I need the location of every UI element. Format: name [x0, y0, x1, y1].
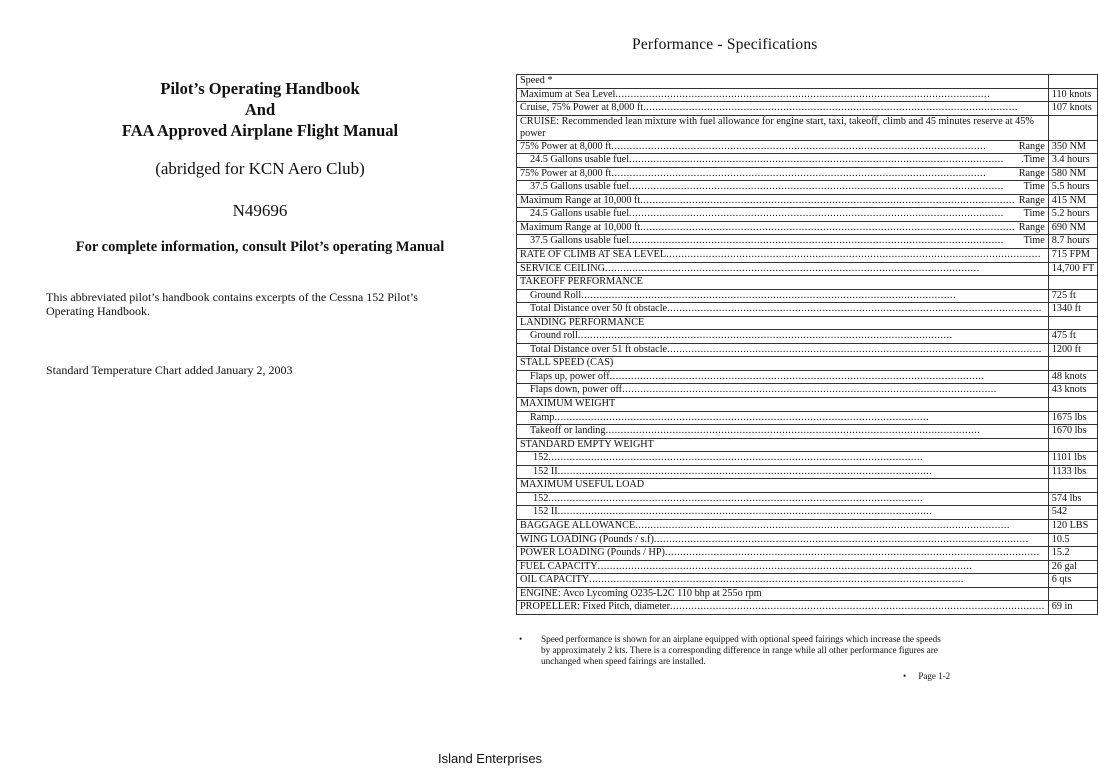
spec-label: 37.5 Gallons usable fuel	[530, 235, 630, 247]
spec-label: 152	[533, 452, 549, 464]
spec-label-cell	[517, 276, 1049, 290]
spec-row	[517, 452, 1098, 466]
spec-label-cell	[517, 547, 1049, 561]
spec-label: SERVICE CEILING	[520, 262, 605, 274]
footer-text: Island Enterprises	[438, 751, 543, 766]
spec-row	[517, 276, 1098, 290]
spec-label: 24.5 Gallons usable fuel	[530, 154, 630, 166]
spec-value: 6 qts	[1048, 574, 1097, 588]
spec-value: 1101 lbs	[1048, 452, 1097, 466]
spec-row	[517, 235, 1098, 249]
spec-value	[1048, 115, 1097, 140]
spec-row	[517, 221, 1098, 235]
spec-label-cell	[517, 208, 1049, 222]
spec-row	[517, 316, 1098, 330]
spec-label-cell	[517, 330, 1049, 344]
spec-value: 10.5	[1048, 533, 1097, 547]
footnote-text: Speed performance is shown for an airplane equipped with optional speed fairings which increase the speeds by approximately 2 kts. There is a corresponding difference in range while all other performance figures are unchanged when speed fairings are installed.	[541, 634, 941, 667]
dot-leader	[640, 195, 1016, 207]
spec-label: 75% Power at 8,000 ft	[520, 167, 612, 179]
spec-label: Ground Roll	[530, 289, 582, 301]
spec-value: 350 NM	[1048, 140, 1097, 154]
spec-label: TAKEOFF PERFORMANCE	[520, 276, 643, 288]
spec-label-cell	[517, 601, 1049, 615]
spec-suffix: Range	[1018, 167, 1045, 179]
spec-label-cell	[517, 492, 1049, 506]
spec-label-cell	[517, 519, 1049, 533]
dot-leader	[622, 384, 1045, 396]
spec-value: 8.7 hours	[1048, 235, 1097, 249]
subtitle: (abridged for KCN Aero Club)	[155, 159, 365, 178]
spec-value: 690 NM	[1048, 221, 1097, 235]
dot-leader	[605, 263, 1045, 275]
spec-row	[517, 438, 1098, 452]
spec-value: 120 LBS	[1048, 519, 1097, 533]
spec-label: Ground roll	[530, 330, 578, 342]
spec-row	[517, 465, 1098, 479]
dot-leader	[640, 222, 1016, 234]
spec-value	[1048, 438, 1097, 452]
spec-value: 3.4 hours	[1048, 154, 1097, 168]
spec-row	[517, 398, 1098, 412]
dot-leader	[643, 102, 1045, 114]
spec-label-cell	[517, 102, 1049, 116]
title-line-2: And	[244, 100, 276, 119]
spec-value: 1200 ft	[1048, 343, 1097, 357]
spec-label-cell	[517, 289, 1049, 303]
spec-label-cell	[517, 303, 1049, 317]
left-page	[40, 78, 480, 377]
dot-leader	[558, 466, 1045, 478]
title-line-1: Pilot’s Operating Handbook	[160, 79, 360, 98]
spec-value: 15.2	[1048, 547, 1097, 561]
spec-row	[517, 249, 1098, 263]
spec-value	[1048, 398, 1097, 412]
dot-leader	[554, 412, 1044, 424]
footnote	[519, 634, 949, 668]
spec-value	[1048, 276, 1097, 290]
spec-label: Flaps up, power off	[530, 370, 610, 382]
spec-value	[1048, 479, 1097, 493]
spec-label: MAXIMUM WEIGHT	[520, 398, 616, 410]
spec-suffix: Time	[1023, 181, 1045, 193]
spec-value: 5.5 hours	[1048, 181, 1097, 195]
spec-label: FUEL CAPACITY	[520, 560, 598, 572]
spec-label: Ramp	[530, 411, 555, 423]
spec-label-cell	[517, 115, 1049, 140]
spec-row	[517, 370, 1098, 384]
spec-value: 580 NM	[1048, 167, 1097, 181]
spec-label-cell	[517, 262, 1049, 276]
spec-row	[517, 506, 1098, 520]
title-line-3: FAA Approved Airplane Flight Manual	[121, 121, 399, 140]
spec-label: LANDING PERFORMANCE	[520, 316, 645, 328]
spec-label: ENGINE: Avco Lycoming O235-L2C 110 bhp at 255o rpm	[520, 587, 762, 599]
spec-row	[517, 601, 1098, 615]
spec-value: 69 in	[1048, 601, 1097, 615]
spec-row	[517, 194, 1098, 208]
spec-label-cell	[517, 221, 1049, 235]
spec-label-cell	[517, 398, 1049, 412]
page-number-text: Page 1-2	[918, 671, 951, 681]
spec-label-cell	[517, 506, 1049, 520]
spec-value: 415 NM	[1048, 194, 1097, 208]
spec-value: 542	[1048, 506, 1097, 520]
spec-row	[517, 154, 1098, 168]
spec-row	[517, 208, 1098, 222]
spec-row	[517, 88, 1098, 102]
spec-value	[1048, 587, 1097, 601]
spec-label-cell	[517, 249, 1049, 263]
spec-value: 5.2 hours	[1048, 208, 1097, 222]
spec-label: Maximum Range at 10,000 ft	[520, 221, 641, 233]
spec-row	[517, 492, 1098, 506]
spec-value	[1048, 75, 1097, 89]
spec-value: 1675 lbs	[1048, 411, 1097, 425]
spec-label-cell	[517, 154, 1049, 168]
spec-label-cell	[517, 88, 1049, 102]
dot-leader	[548, 493, 1044, 505]
spec-row	[517, 343, 1098, 357]
spec-table	[516, 74, 1098, 615]
dot-leader	[635, 520, 1045, 532]
spec-label-cell	[517, 452, 1049, 466]
spec-value: 110 knots	[1048, 88, 1097, 102]
spec-label: Flaps down, power off	[530, 384, 623, 396]
spec-label-cell	[517, 181, 1049, 195]
dot-leader	[581, 290, 1045, 302]
spec-label: Total Distance over 51 ft obstacle	[530, 343, 668, 355]
performance-title: Performance - Specifications	[632, 36, 818, 53]
spec-suffix: Range	[1018, 221, 1045, 233]
spec-label: 152	[533, 492, 549, 504]
spec-label: 152 II	[533, 506, 558, 518]
spec-label: STANDARD EMPTY WEIGHT	[520, 438, 654, 450]
spec-row	[517, 167, 1098, 181]
spec-label-cell	[517, 411, 1049, 425]
handbook-title	[40, 78, 480, 141]
dot-leader	[667, 303, 1045, 315]
spec-label: RATE OF CLIMB AT SEA LEVEL	[520, 249, 667, 261]
spec-suffix: Time	[1023, 208, 1045, 220]
intro-paragraph: This abbreviated pilot’s handbook contains excerpts of the Cessna 152 Pilot’s Operating Handbook.	[46, 290, 418, 318]
spec-label-cell	[517, 370, 1049, 384]
spec-label: 75% Power at 8,000 ft	[520, 140, 612, 152]
dot-leader	[654, 534, 1045, 546]
footnote-bullet: •	[519, 634, 523, 644]
spec-label-cell	[517, 316, 1049, 330]
spec-label: OIL CAPACITY	[520, 574, 590, 586]
spec-label-cell	[517, 343, 1049, 357]
spec-label: CRUISE: Recommended lean mixture with fuel allowance for engine start, taxi, takeoff, climb and 45 minutes reserve at 45% power	[520, 115, 1034, 139]
spec-row	[517, 587, 1098, 601]
spec-label-cell	[517, 194, 1049, 208]
spec-row	[517, 384, 1098, 398]
spec-label-cell	[517, 357, 1049, 371]
spec-label-cell	[517, 167, 1049, 181]
spec-row	[517, 425, 1098, 439]
spec-row	[517, 289, 1098, 303]
spec-row	[517, 411, 1098, 425]
dot-leader	[629, 208, 1022, 220]
spec-row	[517, 574, 1098, 588]
spec-label: Takeoff or landing	[530, 425, 606, 437]
spec-label-cell	[517, 140, 1049, 154]
spec-row	[517, 479, 1098, 493]
dot-leader	[611, 168, 1016, 180]
dot-leader	[667, 344, 1045, 356]
spec-value: 26 gal	[1048, 560, 1097, 574]
spec-value: 43 knots	[1048, 384, 1097, 398]
spec-label-cell	[517, 425, 1049, 439]
dot-leader	[610, 371, 1045, 383]
spec-label: Total Distance over 50 ft obstacle	[530, 303, 668, 315]
spec-value: 48 knots	[1048, 370, 1097, 384]
spec-value	[1048, 357, 1097, 371]
spec-value: 107 knots	[1048, 102, 1097, 116]
spec-suffix: Time	[1023, 235, 1045, 247]
dot-leader	[670, 601, 1045, 613]
spec-label: 152 II	[533, 465, 558, 477]
dot-leader	[605, 425, 1044, 437]
dot-leader	[611, 141, 1016, 153]
dot-leader	[629, 235, 1022, 247]
spec-value: 1340 ft	[1048, 303, 1097, 317]
page-number	[903, 671, 950, 681]
spec-label: 37.5 Gallons usable fuel	[530, 181, 630, 193]
spec-label-cell	[517, 560, 1049, 574]
page-bullet: •	[903, 671, 907, 681]
spec-row	[517, 262, 1098, 276]
dot-leader	[615, 89, 1044, 101]
spec-label: 24.5 Gallons usable fuel	[530, 208, 630, 220]
spec-row	[517, 533, 1098, 547]
spec-label: Maximum Range at 10,000 ft	[520, 194, 641, 206]
spec-value: 1670 lbs	[1048, 425, 1097, 439]
dot-leader	[666, 249, 1045, 261]
spec-label-cell	[517, 235, 1049, 249]
spec-label-cell	[517, 574, 1049, 588]
dot-leader	[629, 181, 1022, 193]
spec-label-cell	[517, 587, 1049, 601]
spec-row	[517, 547, 1098, 561]
spec-value	[1048, 316, 1097, 330]
spec-value: 725 ft	[1048, 289, 1097, 303]
spec-row	[517, 303, 1098, 317]
spec-label: Cruise, 75% Power at 8,000 ft	[520, 102, 644, 114]
dot-leader	[589, 574, 1045, 586]
spec-label-cell	[517, 479, 1049, 493]
spec-label: POWER LOADING (Pounds / HP)	[520, 547, 665, 559]
consult-note: For complete information, consult Pilot’s operating Manual	[75, 239, 445, 255]
dot-leader	[629, 154, 1019, 166]
chart-note: Standard Temperature Chart added January 2, 2003	[46, 363, 293, 377]
spec-row	[517, 102, 1098, 116]
spec-label-cell	[517, 438, 1049, 452]
dot-leader	[558, 506, 1045, 518]
spec-label-cell	[517, 533, 1049, 547]
spec-value: 14,700 FT	[1048, 262, 1097, 276]
spec-label-cell	[517, 465, 1049, 479]
spec-row	[517, 140, 1098, 154]
spec-suffix: Range	[1018, 140, 1045, 152]
dot-leader	[598, 561, 1045, 573]
spec-row	[517, 357, 1098, 371]
spec-suffix: Range	[1018, 194, 1045, 206]
spec-row	[517, 330, 1098, 344]
spec-value: 475 ft	[1048, 330, 1097, 344]
spec-label-cell	[517, 384, 1049, 398]
spec-label: MAXIMUM USEFUL LOAD	[520, 479, 645, 491]
spec-label: Speed *	[520, 75, 553, 86]
spec-suffix: .Time	[1021, 154, 1045, 166]
spec-row	[517, 115, 1098, 140]
spec-label: Maximum at Sea Level	[520, 88, 616, 100]
spec-value: 715 FPM	[1048, 249, 1097, 263]
dot-leader	[548, 452, 1044, 464]
spec-label: WING LOADING (Pounds / s.f)	[520, 533, 654, 545]
spec-label-cell	[517, 75, 1049, 89]
spec-value: 1133 lbs	[1048, 465, 1097, 479]
spec-label: BAGGAGE ALLOWANCE	[520, 519, 636, 531]
spec-row	[517, 519, 1098, 533]
spec-label: STALL SPEED (CAS)	[520, 357, 614, 369]
spec-value: 574 lbs	[1048, 492, 1097, 506]
dot-leader	[578, 330, 1045, 342]
spec-row	[517, 75, 1098, 89]
spec-row	[517, 560, 1098, 574]
spec-row	[517, 181, 1098, 195]
dot-leader	[665, 547, 1045, 559]
tail-number: N49696	[232, 201, 288, 220]
spec-label: PROPELLER: Fixed Pitch, diameter	[520, 601, 670, 613]
